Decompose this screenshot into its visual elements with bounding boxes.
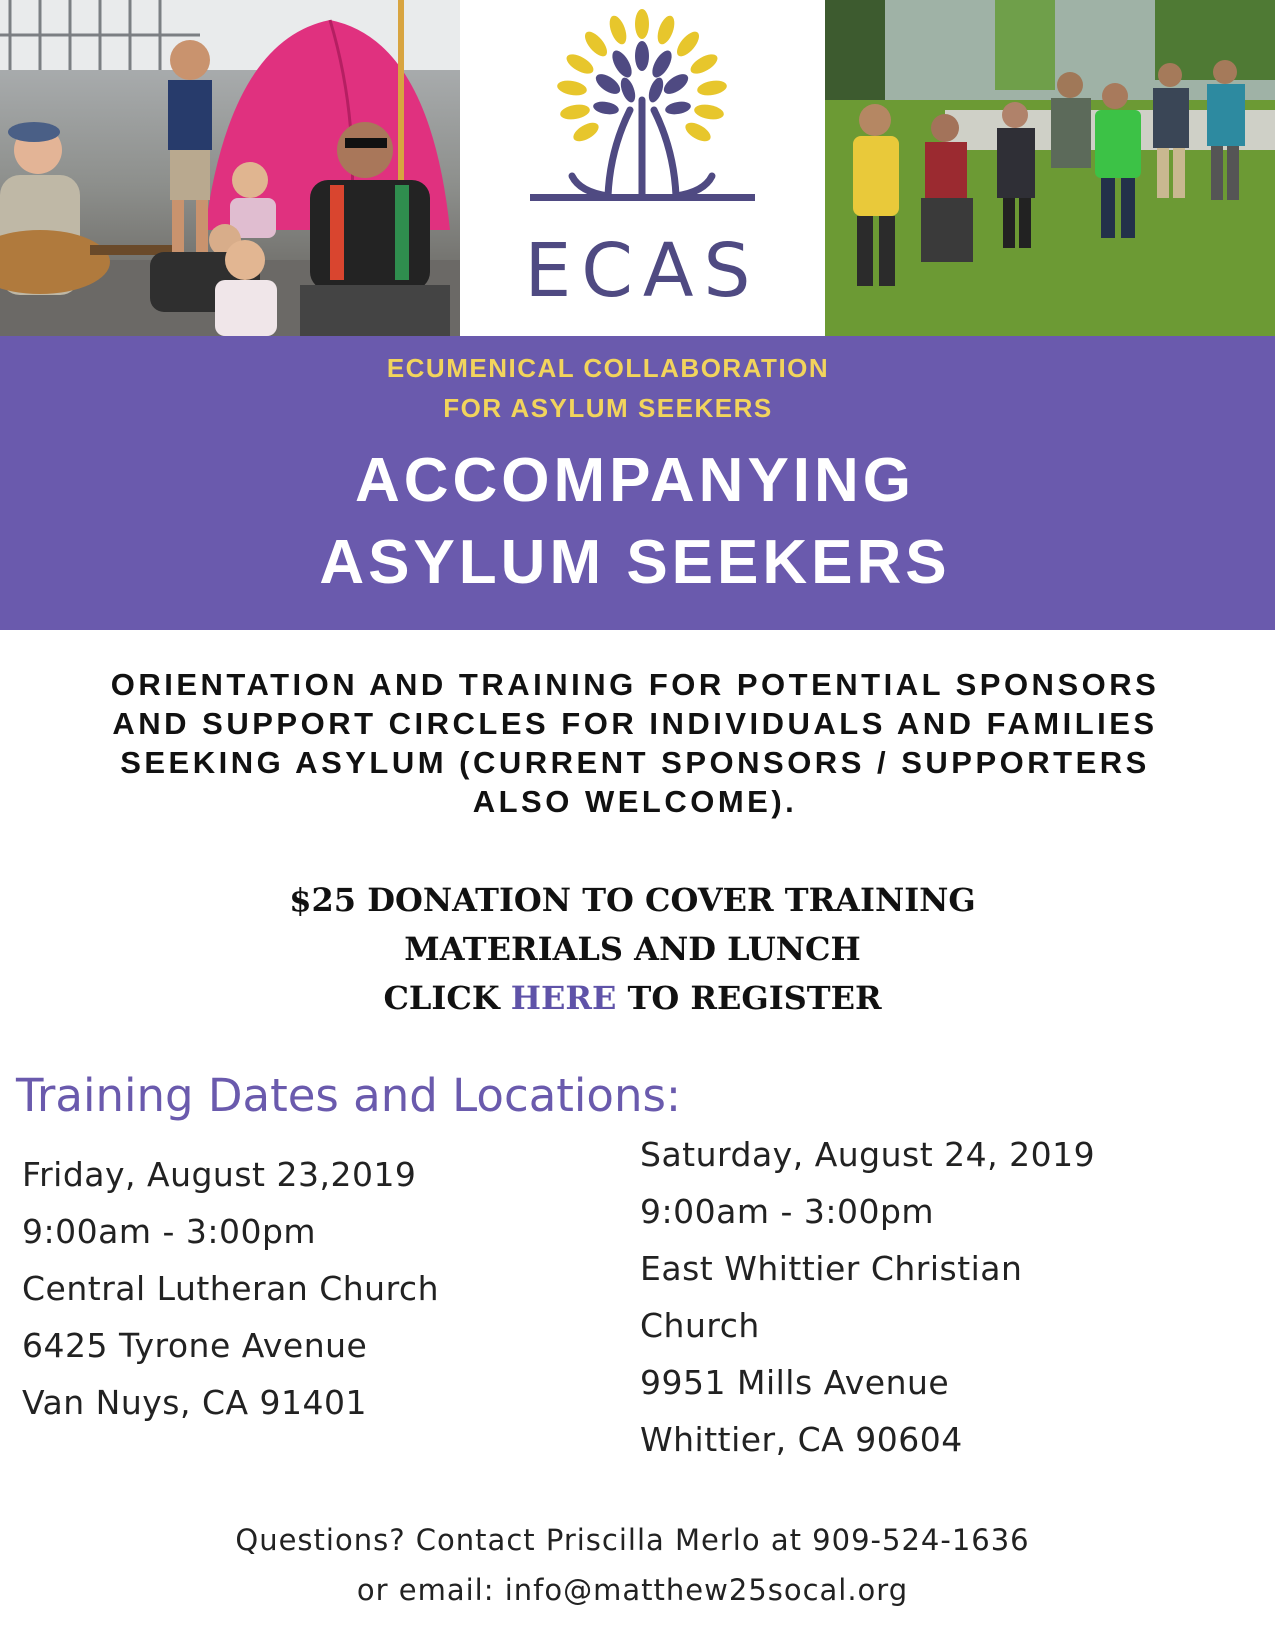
training-date: Friday, August 23,2019 <box>22 1155 417 1194</box>
event-description <box>40 665 1230 821</box>
training-time: 9:00am - 3:00pm <box>22 1212 317 1251</box>
training-street: 9951 Mills Avenue <box>640 1363 950 1402</box>
photo-volunteers-illustration <box>0 0 460 336</box>
training-dates-heading: Training Dates and Locations: <box>16 1069 682 1122</box>
description-line: ALSO WELCOME). <box>472 784 798 819</box>
donation-info <box>0 876 1265 1023</box>
page-title <box>0 440 1270 604</box>
contact-phone: Questions? Contact Priscilla Merlo at 909-524-1636 <box>235 1523 1030 1557</box>
register-here-link[interactable]: HERE <box>510 979 617 1017</box>
photo-park-illustration <box>825 0 1275 336</box>
title-line: ASYLUM SEEKERS <box>319 528 951 597</box>
training-saturday <box>640 1126 1240 1468</box>
hero-strip <box>0 0 1275 336</box>
description-line: AND SUPPORT CIRCLES FOR INDIVIDUALS AND FAMILIES <box>112 706 1158 741</box>
training-city: Van Nuys, CA 91401 <box>22 1383 368 1422</box>
ecas-logo <box>460 0 825 336</box>
org-name-line: ECUMENICAL COLLABORATION <box>386 353 830 383</box>
training-time: 9:00am - 3:00pm <box>640 1192 935 1231</box>
donation-line: MATERIALS AND LUNCH <box>404 930 861 968</box>
tree-icon <box>460 0 825 225</box>
contact-info <box>0 1515 1265 1615</box>
training-street: 6425 Tyrone Avenue <box>22 1326 368 1365</box>
training-city: Whittier, CA 90604 <box>640 1420 963 1459</box>
contact-email: or email: info@matthew25socal.org <box>356 1573 909 1607</box>
logo-wordmark: ECAS <box>524 228 761 314</box>
photo-families-in-park <box>825 0 1275 336</box>
register-line <box>0 974 1265 1023</box>
training-friday <box>22 1146 612 1431</box>
description-line: SEEKING ASYLUM (CURRENT SPONSORS / SUPPORTERS <box>120 745 1150 780</box>
org-name-line: FOR ASYLUM SEEKERS <box>443 393 773 423</box>
register-prefix: CLICK <box>383 979 511 1017</box>
training-venue: East Whittier Christian <box>640 1249 1023 1288</box>
title-line: ACCOMPANYING <box>354 446 916 515</box>
donation-line: $25 DONATION TO COVER TRAINING <box>289 881 976 919</box>
description-line: ORIENTATION AND TRAINING FOR POTENTIAL SPONSORS <box>110 667 1160 702</box>
training-venue-cont: Church <box>640 1306 760 1345</box>
training-venue: Central Lutheran Church <box>22 1269 439 1308</box>
photo-volunteers-with-children <box>0 0 460 336</box>
organization-name <box>0 348 1216 428</box>
register-suffix: TO REGISTER <box>616 979 882 1017</box>
training-date: Saturday, August 24, 2019 <box>640 1135 1096 1174</box>
